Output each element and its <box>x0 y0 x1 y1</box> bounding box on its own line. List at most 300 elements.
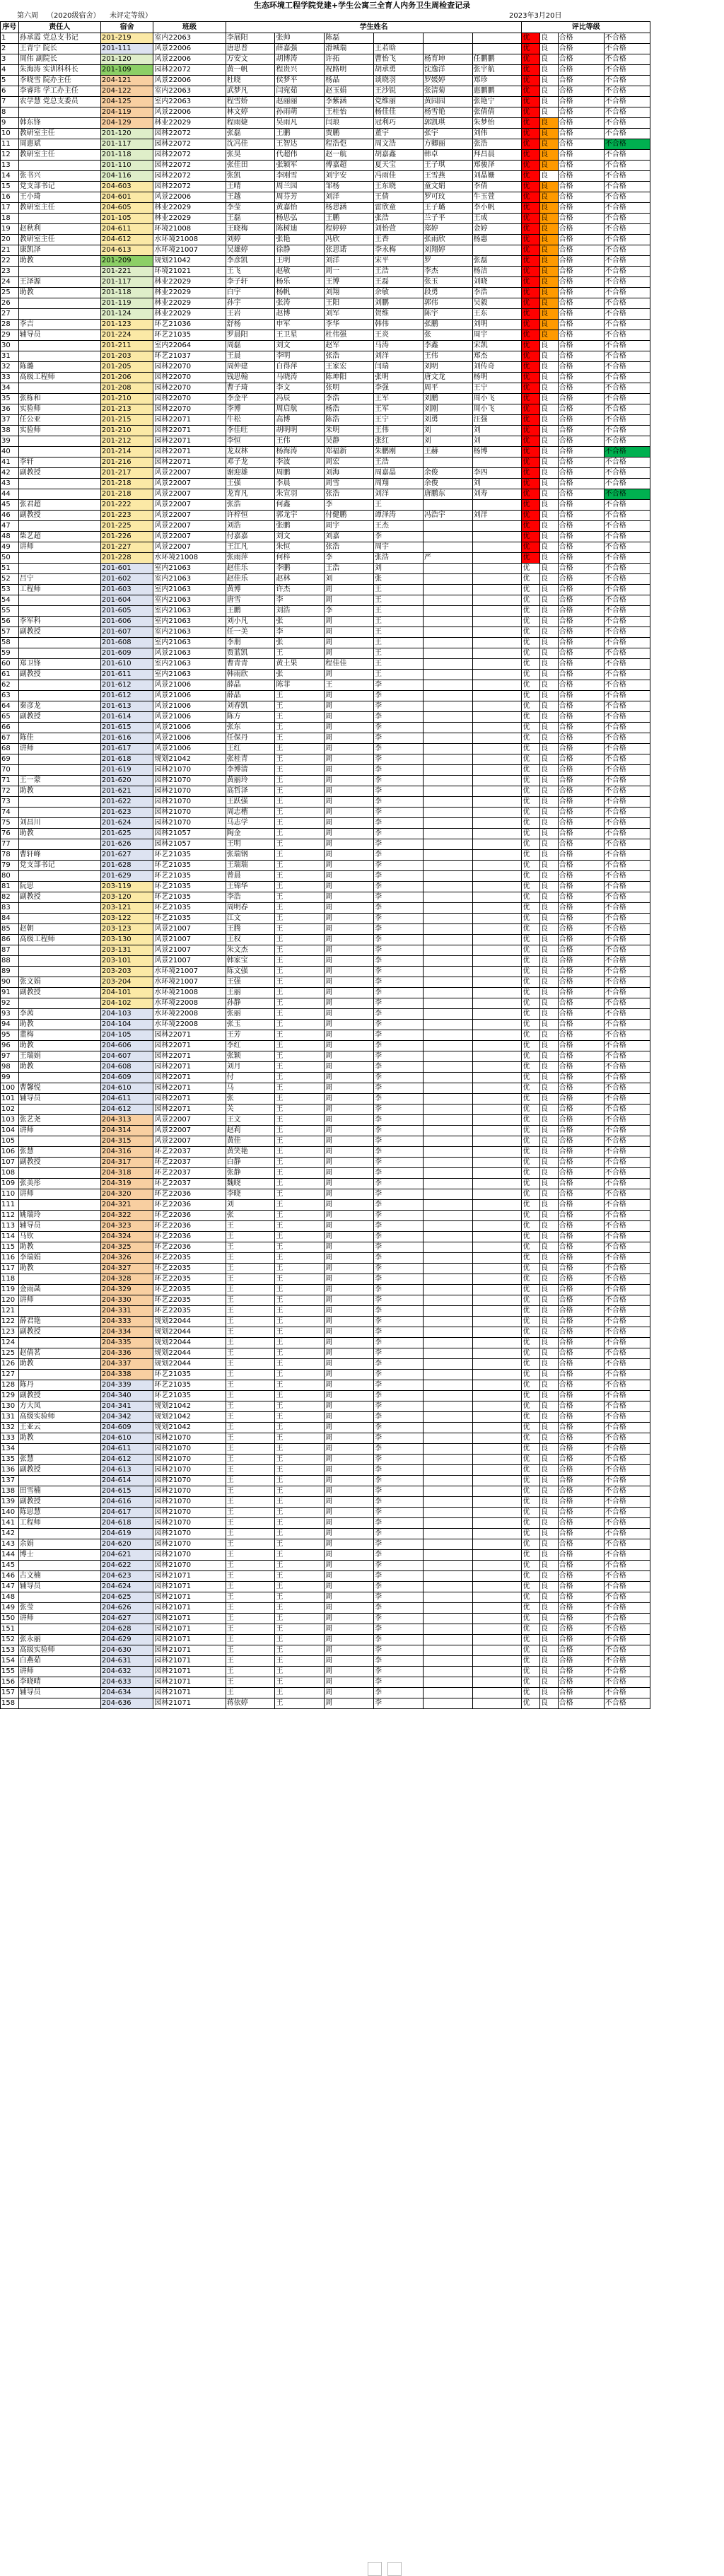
table-row <box>1 1083 650 1094</box>
rating-fail: 不合格 <box>604 1497 650 1508</box>
row-student-name <box>472 1656 522 1667</box>
rating-pass: 合格 <box>558 723 604 733</box>
row-student-name: 周 <box>325 585 374 595</box>
rating-excellent: 优 <box>522 1391 540 1401</box>
row-owner: 辅导员 <box>18 1688 100 1698</box>
row-owner: 副教授 <box>18 1497 100 1508</box>
table-row <box>1 1391 650 1401</box>
row-index: 115 <box>1 1242 19 1253</box>
rating-pass: 合格 <box>558 118 604 129</box>
row-index: 47 <box>1 521 19 532</box>
row-index: 135 <box>1 1455 19 1465</box>
rating-good: 良 <box>540 733 559 744</box>
row-student-name <box>472 1391 522 1401</box>
row-student-name: 张 <box>275 670 325 680</box>
row-student-name <box>472 1348 522 1359</box>
row-index: 70 <box>1 765 19 776</box>
row-student-name <box>423 1168 472 1179</box>
row-dorm: 201-217 <box>100 468 153 479</box>
rating-good: 良 <box>540 1285 559 1295</box>
row-owner <box>18 309 100 320</box>
row-owner: 姚瑞玲 <box>18 1211 100 1221</box>
table-row <box>1 1242 650 1253</box>
row-student-name <box>423 1486 472 1497</box>
table-row <box>1 245 650 256</box>
row-class: 风景22007 <box>153 521 226 532</box>
row-student-name: 王 <box>275 1179 325 1189</box>
row-dorm: 204-633 <box>100 1677 153 1688</box>
rating-good: 良 <box>540 457 559 468</box>
table-row <box>1 1136 650 1147</box>
row-student-name: 张浩 <box>472 139 522 150</box>
row-student-name: 周平 <box>423 383 472 394</box>
row-student-name: 李子轩 <box>226 277 275 288</box>
table-body <box>1 33 650 1709</box>
row-student-name: 李 <box>374 1179 424 1189</box>
rating-good: 良 <box>540 765 559 776</box>
row-student-name: 薛嘉强 <box>275 44 325 54</box>
row-student-name: 周鹏 <box>275 468 325 479</box>
row-student-name <box>423 574 472 585</box>
row-student-name <box>472 839 522 850</box>
rating-good: 良 <box>540 1401 559 1412</box>
row-dorm: 201-105 <box>100 214 153 224</box>
row-index: 40 <box>1 447 19 457</box>
row-owner: 张美彤 <box>18 1179 100 1189</box>
row-student-name: 张桂青 <box>226 754 275 765</box>
row-index: 152 <box>1 1635 19 1645</box>
row-student-name: 王 <box>226 1465 275 1476</box>
row-owner <box>18 1168 100 1179</box>
rating-excellent: 优 <box>522 1020 540 1030</box>
row-student-name: 李博 <box>226 404 275 415</box>
rating-good: 良 <box>540 829 559 839</box>
row-student-name <box>472 1083 522 1094</box>
row-owner: 张莹 <box>18 1603 100 1614</box>
row-student-name: 周 <box>325 1232 374 1242</box>
rating-excellent: 优 <box>522 765 540 776</box>
row-student-name <box>472 786 522 797</box>
row-student-name: 严 <box>423 553 472 564</box>
row-student-name: 周 <box>325 1136 374 1147</box>
row-dorm: 204-336 <box>100 1348 153 1359</box>
row-student-name: 李彦凯 <box>226 256 275 267</box>
row-dorm: 201-221 <box>100 267 153 277</box>
row-student-name <box>423 956 472 967</box>
row-student-name: 刘刚 <box>423 404 472 415</box>
row-student-name: 杨洁 <box>472 267 522 277</box>
row-student-name: 代超伟 <box>275 150 325 161</box>
rating-pass: 合格 <box>558 1211 604 1221</box>
rating-good: 良 <box>540 298 559 309</box>
row-dorm: 201-612 <box>100 691 153 701</box>
row-student-name <box>423 998 472 1009</box>
rating-excellent: 优 <box>522 97 540 107</box>
row-index: 109 <box>1 1179 19 1189</box>
row-owner: 王瑞娟 <box>18 1051 100 1062</box>
row-class: 林业22029 <box>153 118 226 129</box>
rating-good: 良 <box>540 1380 559 1391</box>
row-student-name: 陈方 <box>226 712 275 723</box>
row-student-name: 孙静 <box>226 998 275 1009</box>
rating-pass: 合格 <box>558 1603 604 1614</box>
row-student-name <box>472 1317 522 1327</box>
row-dorm: 204-631 <box>100 1656 153 1667</box>
rating-excellent: 优 <box>522 1539 540 1550</box>
rating-fail: 不合格 <box>604 797 650 808</box>
table-row <box>1 1317 650 1327</box>
rating-pass: 合格 <box>558 224 604 235</box>
row-student-name: 王 <box>275 648 325 659</box>
row-student-name <box>472 1359 522 1370</box>
row-student-name: 王 <box>275 818 325 829</box>
rating-good: 良 <box>540 839 559 850</box>
row-student-name: 王 <box>275 1614 325 1624</box>
row-student-name: 谈晓羽 <box>374 76 424 86</box>
row-student-name: 周 <box>325 1253 374 1264</box>
row-class: 风景21006 <box>153 744 226 754</box>
row-index: 106 <box>1 1147 19 1158</box>
row-index: 54 <box>1 595 19 606</box>
rating-fail: 不合格 <box>604 129 650 139</box>
row-student-name: 李 <box>374 1020 424 1030</box>
rating-excellent: 优 <box>522 542 540 553</box>
row-index: 145 <box>1 1561 19 1571</box>
row-class: 室内21063 <box>153 617 226 627</box>
rating-fail: 不合格 <box>604 288 650 298</box>
row-student-name: 高哲泽 <box>226 786 275 797</box>
table-row <box>1 1158 650 1168</box>
rating-good: 良 <box>540 1211 559 1221</box>
rating-pass: 合格 <box>558 542 604 553</box>
row-class: 环艺22035 <box>153 1274 226 1285</box>
row-student-name: 周 <box>325 1465 374 1476</box>
row-owner <box>18 638 100 648</box>
row-student-name <box>423 1041 472 1051</box>
row-student-name <box>423 648 472 659</box>
row-student-name <box>472 521 522 532</box>
row-owner <box>18 1624 100 1635</box>
row-owner: 张慧 <box>18 1455 100 1465</box>
table-row <box>1 1582 650 1592</box>
row-student-name: 王磊 <box>226 214 275 224</box>
row-student-name <box>472 1020 522 1030</box>
row-index: 67 <box>1 733 19 744</box>
rating-excellent: 优 <box>522 182 540 192</box>
table-row <box>1 1105 650 1115</box>
rating-fail: 不合格 <box>604 277 650 288</box>
row-student-name <box>423 670 472 680</box>
row-student-name: 周 <box>325 1041 374 1051</box>
row-student-name: 杨海涛 <box>275 447 325 457</box>
rating-good: 良 <box>540 1030 559 1041</box>
rating-excellent: 优 <box>522 1486 540 1497</box>
row-student-name: 王 <box>275 1391 325 1401</box>
table-row <box>1 1423 650 1433</box>
row-student-name <box>472 701 522 712</box>
rating-excellent: 优 <box>522 776 540 786</box>
header-row <box>1 22 650 33</box>
row-student-name: 陈坤阳 <box>325 373 374 383</box>
row-student-name: 陈浩 <box>325 415 374 426</box>
row-owner: 朱海涛 实训科科长 <box>18 65 100 76</box>
rating-fail: 不合格 <box>604 638 650 648</box>
rating-pass: 合格 <box>558 1529 604 1539</box>
rating-fail: 不合格 <box>604 161 650 171</box>
row-student-name: 王 <box>275 1423 325 1433</box>
rating-excellent: 优 <box>522 65 540 76</box>
row-student-name: 刘翔婷 <box>423 245 472 256</box>
table-row <box>1 903 650 914</box>
row-student-name: 李 <box>374 765 424 776</box>
row-dorm: 204-612 <box>100 1455 153 1465</box>
row-student-name: 李 <box>374 1062 424 1073</box>
row-student-name <box>472 1073 522 1083</box>
header-students: 学生姓名 <box>226 22 522 33</box>
row-student-name: 王 <box>275 1444 325 1455</box>
table-row <box>1 1518 650 1529</box>
row-owner <box>18 1561 100 1571</box>
row-student-name: 王 <box>275 1168 325 1179</box>
row-student-name <box>472 1295 522 1306</box>
row-class: 水环境21008 <box>153 553 226 564</box>
row-student-name: 王 <box>374 585 424 595</box>
rating-pass: 合格 <box>558 1508 604 1518</box>
row-student-name: 钱思翰 <box>226 373 275 383</box>
row-student-name: 王 <box>226 1359 275 1370</box>
rating-pass: 合格 <box>558 818 604 829</box>
table-row <box>1 1327 650 1338</box>
row-class: 园林22071 <box>153 1041 226 1051</box>
row-index: 19 <box>1 224 19 235</box>
rating-fail: 不合格 <box>604 171 650 182</box>
rating-good: 良 <box>540 903 559 914</box>
row-student-name: 周 <box>325 1158 374 1168</box>
row-student-name: 王 <box>275 1370 325 1380</box>
row-class: 园林21070 <box>153 1518 226 1529</box>
row-student-name: 李 <box>374 1476 424 1486</box>
row-owner <box>18 808 100 818</box>
row-class: 园林22071 <box>153 1030 226 1041</box>
row-student-name: 李 <box>374 1327 424 1338</box>
rating-pass: 合格 <box>558 383 604 394</box>
row-student-name: 李 <box>374 1423 424 1433</box>
rating-good: 良 <box>540 351 559 362</box>
rating-good: 良 <box>540 1359 559 1370</box>
rating-excellent: 优 <box>522 1327 540 1338</box>
row-student-name <box>423 521 472 532</box>
rating-good: 良 <box>540 1020 559 1030</box>
row-student-name <box>423 1465 472 1476</box>
row-student-name: 刘 <box>423 436 472 447</box>
row-class: 规划21042 <box>153 1401 226 1412</box>
row-student-name: 林文婷 <box>226 107 275 118</box>
row-student-name: 王 <box>226 1561 275 1571</box>
rating-excellent: 优 <box>522 1698 540 1709</box>
row-dorm: 204-611 <box>100 1094 153 1105</box>
row-owner <box>18 521 100 532</box>
row-student-name: 周 <box>325 1380 374 1391</box>
row-student-name <box>472 1189 522 1200</box>
rating-pass: 合格 <box>558 373 604 383</box>
row-class: 园林21071 <box>153 1688 226 1698</box>
rating-pass: 合格 <box>558 1306 604 1317</box>
row-student-name: 王权 <box>226 935 275 945</box>
row-student-name: 王倩 <box>374 192 424 203</box>
row-class: 园林21070 <box>153 1444 226 1455</box>
rating-excellent: 优 <box>522 1433 540 1444</box>
table-row <box>1 341 650 351</box>
rating-fail: 不合格 <box>604 1020 650 1030</box>
row-student-name: 杨思涵 <box>325 203 374 214</box>
row-student-name: 周 <box>325 1561 374 1571</box>
row-owner: 方大凤 <box>18 1401 100 1412</box>
rating-pass: 合格 <box>558 903 604 914</box>
row-index: 64 <box>1 701 19 712</box>
row-class: 园林21070 <box>153 1561 226 1571</box>
table-row <box>1 1359 650 1370</box>
rating-pass: 合格 <box>558 489 604 500</box>
rating-pass: 合格 <box>558 712 604 723</box>
rating-pass: 合格 <box>558 1030 604 1041</box>
row-student-name: 王 <box>275 1147 325 1158</box>
row-owner: 马钦 <box>18 1232 100 1242</box>
row-owner: 陈丹 <box>18 1380 100 1391</box>
rating-good: 良 <box>540 818 559 829</box>
row-dorm: 201-624 <box>100 818 153 829</box>
row-dorm: 201-618 <box>100 754 153 765</box>
rating-good: 良 <box>540 426 559 436</box>
row-student-name: 闫琅 <box>325 118 374 129</box>
row-student-name: 王若晗 <box>374 44 424 54</box>
row-student-name <box>423 1656 472 1667</box>
rating-pass: 合格 <box>558 129 604 139</box>
rating-excellent: 优 <box>522 914 540 924</box>
rating-fail: 不合格 <box>604 1317 650 1327</box>
table-row <box>1 1401 650 1412</box>
row-dorm: 201-111 <box>100 44 153 54</box>
row-owner: 讲师 <box>18 1189 100 1200</box>
row-student-name: 贺维 <box>374 309 424 320</box>
row-student-name: 刘宇安 <box>325 171 374 182</box>
row-student-name <box>423 680 472 691</box>
row-dorm: 204-613 <box>100 245 153 256</box>
table-row <box>1 924 650 935</box>
row-student-name: 周 <box>325 1529 374 1539</box>
row-index: 21 <box>1 245 19 256</box>
row-student-name: 李 <box>374 967 424 977</box>
row-dorm: 204-102 <box>100 998 153 1009</box>
table-row <box>1 617 650 627</box>
rating-pass: 合格 <box>558 1126 604 1136</box>
rating-good: 良 <box>540 118 559 129</box>
rating-good: 良 <box>540 1539 559 1550</box>
row-owner: 高级实验师 <box>18 1645 100 1656</box>
row-student-name: 刘伟 <box>472 129 522 139</box>
table-row <box>1 1645 650 1656</box>
rating-fail: 不合格 <box>604 362 650 373</box>
row-dorm: 204-615 <box>100 1486 153 1497</box>
row-student-name: 王 <box>226 1614 275 1624</box>
row-class: 室内22063 <box>153 86 226 97</box>
rating-excellent: 优 <box>522 839 540 850</box>
rating-pass: 合格 <box>558 871 604 882</box>
row-student-name: 王 <box>275 1232 325 1242</box>
row-class: 风景22007 <box>153 1126 226 1136</box>
row-student-name: 王伟 <box>374 426 424 436</box>
row-class: 风景21007 <box>153 956 226 967</box>
row-student-name: 张帅 <box>275 33 325 44</box>
row-dorm: 201-219 <box>100 33 153 44</box>
row-student-name: 王 <box>226 1370 275 1380</box>
rating-excellent: 优 <box>522 1295 540 1306</box>
table-row <box>1 1444 650 1455</box>
row-student-name <box>423 1698 472 1709</box>
row-student-name: 张磊 <box>472 256 522 267</box>
row-student-name <box>472 1370 522 1380</box>
rating-fail: 不合格 <box>604 214 650 224</box>
rating-pass: 合格 <box>558 267 604 277</box>
rating-excellent: 优 <box>522 638 540 648</box>
row-index: 3 <box>1 54 19 65</box>
row-dorm: 204-619 <box>100 1529 153 1539</box>
table-row <box>1 1295 650 1306</box>
row-student-name <box>423 1444 472 1455</box>
row-index: 91 <box>1 988 19 998</box>
row-student-name: 周 <box>325 1221 374 1232</box>
row-student-name: 王 <box>275 1253 325 1264</box>
rating-good: 良 <box>540 1295 559 1306</box>
row-student-name: 周 <box>325 1401 374 1412</box>
row-student-name: 闫瑞 <box>374 362 424 373</box>
header-index: 序号 <box>1 22 19 33</box>
row-student-name: 周 <box>325 670 374 680</box>
rating-fail: 不合格 <box>604 595 650 606</box>
rating-pass: 合格 <box>558 1073 604 1083</box>
row-student-name: 李 <box>374 1582 424 1592</box>
row-student-name: 李 <box>374 1051 424 1062</box>
row-student-name: 周 <box>325 1115 374 1126</box>
row-dorm: 201-118 <box>100 288 153 298</box>
row-owner: 实验师 <box>18 426 100 436</box>
row-student-name: 王江凡 <box>226 542 275 553</box>
table-row <box>1 468 650 479</box>
row-dorm: 204-105 <box>100 1030 153 1041</box>
row-index: 12 <box>1 150 19 161</box>
row-student-name: 张宇航 <box>472 65 522 76</box>
row-index: 27 <box>1 309 19 320</box>
table-row <box>1 1348 650 1359</box>
row-class: 环艺22036 <box>153 1200 226 1211</box>
table-row <box>1 76 650 86</box>
row-index: 60 <box>1 659 19 670</box>
rating-good: 良 <box>540 107 559 118</box>
row-student-name <box>423 1412 472 1423</box>
row-student-name: 王 <box>275 967 325 977</box>
rating-pass: 合格 <box>558 1295 604 1306</box>
row-student-name: 李 <box>374 1168 424 1179</box>
rating-excellent: 优 <box>522 553 540 564</box>
row-owner: 副教授 <box>18 1465 100 1476</box>
row-student-name: 杜晓 <box>226 76 275 86</box>
row-student-name: 任一美 <box>226 627 275 638</box>
row-student-name: 任鹏鹏 <box>472 54 522 65</box>
rating-pass: 合格 <box>558 457 604 468</box>
rating-fail: 不合格 <box>604 489 650 500</box>
row-student-name <box>423 1126 472 1136</box>
row-student-name: 周 <box>325 871 374 882</box>
row-student-name: 张玉 <box>423 277 472 288</box>
